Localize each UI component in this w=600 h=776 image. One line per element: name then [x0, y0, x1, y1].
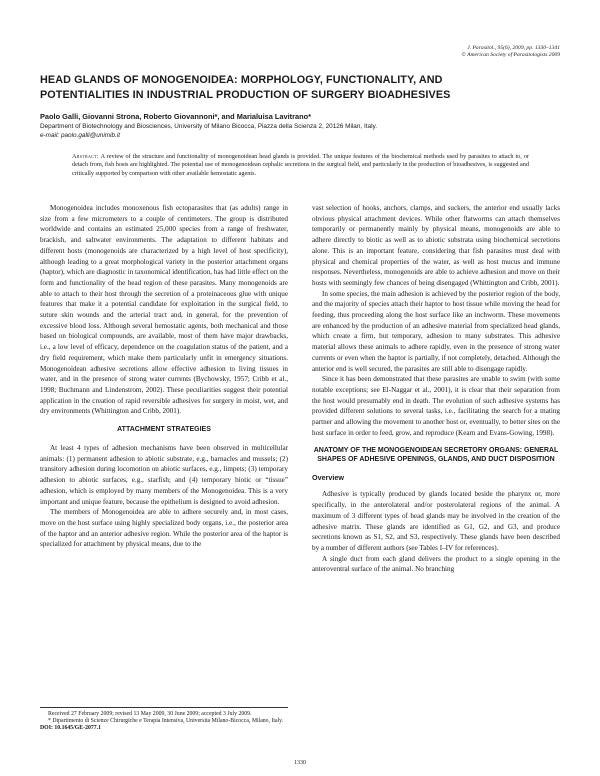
- attachment-paragraph-1: At least 4 types of adhesion mechanisms have been observed in multicellular animals: (1) permanent adhesion to abiotic substrate, e.g., barnacles and mussels; (2) transitory adhesion during locomotion on abiotic surfaces, e.g., limpets; (3) temporary adhesion to abiotic surfaces, e.g., starfish; and (4) temporary biotic or “tissue” adhesion, which is employed by many members of the Monogenoidea. This is a very important and unique feature, because the epithelium is designed to avoid adhesion.: [40, 444, 288, 506]
- footnote-received: Received 27 February 2009; revised 13 May 2009, 30 June 2009; accepted 3 July 2009.: [48, 711, 252, 717]
- overview-paragraph-2: A single duct from each gland delivers the product to a single opening in the anteroventral surface of the animal. No branching: [312, 554, 560, 574]
- affiliation-address: Department of Biotechnology and Biosciences, University of Milano Bicocca, Piazza della Scienza 2, 20126 Milan, Italy.: [40, 123, 377, 130]
- copyright-notice: © American Society of Parasitologists 2009: [461, 52, 560, 58]
- author-list: Paolo Galli, Giovanni Strona, Roberto Giovannoni*, and Marialuisa Lavitrano*: [40, 112, 312, 121]
- abstract-text: A review of the structure and functionality of monogenoidean head glands is provided. The unique features of the biochemical methods used by parasites to attach to, or detach from, fish hosts are highlighted. The potential use of monogenoidean cephalic secretions in the surgical field, and particularly in the production of bioadhesives, is suggested and critically supported by comparison with other available hemostatic agents.: [72, 153, 529, 177]
- subsection-heading-overview: Overview: [312, 473, 344, 483]
- right-paragraph-3: Since it has been demonstrated that these parasites are unable to swim (with some notable exceptions; see El-Naggar et al., 2001), it is clear that their separation from the host would presumably end in death. The evolution of such adhesive systems has provided different solutions to several tasks, i.e., facilitating the search for a mating partner and allowing the movement to another host or, eventually, to better sites on the host surface in order to feed, grow, and reproduce (Kearn and Evans-Gowing, 1998).: [312, 375, 560, 437]
- article-title: [40, 73, 560, 103]
- footnotes: [40, 707, 288, 733]
- section-heading-anatomy: ANATOMY OF THE MONOGENOIDEAN SECRETORY ORGANS: GENERAL SHAPES OF ADHESIVE OPENINGS, GLANDS, AND DUCT DISPOSITION: [313, 447, 559, 464]
- right-column: [312, 203, 560, 575]
- attachment-paragraph-2: The members of Monogenoidea are able to adhere securely and, in most cases, move on the host surface using highly specialized body organs, i.e., the posterior area of the haptor and an anterior adhesive region. While the posterior area of the haptor is specialized for attachment by physical means, due to the: [40, 508, 288, 549]
- page-number: 1330: [294, 760, 306, 766]
- affiliation: [40, 123, 560, 140]
- footnote-doi: DOI: 10.1645/GE-2077.1: [40, 725, 102, 732]
- left-column: [40, 203, 288, 550]
- abstract: [72, 153, 529, 178]
- section-heading-attachment: ATTACHMENT STRATEGIES: [117, 426, 211, 434]
- journal-header: [462, 45, 560, 59]
- footnote-department: * Dipartimento di Scienze Chirurgiche e Terapia Intensiva, Universita Milano-Bicocca, Milano, Italy.: [48, 718, 284, 725]
- journal-citation: J. Parasitol., 95(6), 2009, pp. 1330–1341: [467, 45, 560, 51]
- right-paragraph-2: In some species, the main adhesion is achieved by the posterior region of the body, and the majority of species attach their haptor to host tissue while moving the head for feeding, thus proceeding along the host surface like an inchworm. These movements are enhanced by the production of an adhesive material from specialized head glands, which create a firm, but temporary, adhesion to many substrates. This adhesive material allows these animals to adhere rapidly, even in the presence of strong water currents or even when the haptor is partially, if not completely, detached. Although the anterior end is well secured, the parasites are still able to disengage rapidly.: [312, 289, 560, 373]
- right-paragraph-1: vast selection of hooks, anchors, clamps, and suckers, the anterior end usually lacks obvious physical attachment devices. While other flatworms can attach themselves temporarily or permanently mainly by physical means, monogenoids are able to adhere directly to biotic as well as to abiotic substrata using biochemical secretions alone. This is an important feature, considering that fish parasites must deal with physical and chemical properties of the water, as well as host mucus and immune responses. Nevertheless, monogenoids are able to achieve adhesion and move on their hosts with seemingly few chances of being disengaged (Whittington and Cribb, 2001).: [312, 204, 560, 287]
- intro-paragraph: Monogenoidea includes monoxenous fish ectoparasites that (as adults) range in size from a few micrometers to a couple of centimeters. The group is distributed worldwide and contains an estimated 25,000 species from a range of freshwater, brackish, and saltwater environments. The adaptation to different habitats and different hosts (monogenoids are characterized by a high level of host specificity), although leading to a great morphological variety in the posterior attachment organs (haptor), which are diagnostic in taxonomical identification, has had little effect on the form and functionality of the head region of these parasites. Many monogenoids are able to attach to their host through the secretion of a proteinaceous glue with unique features that make it a potential candidate for exploitation in the surgical field, to suture skin wounds and the arterial tract and, in general, for the prevention of excessive blood loss. Although several hemostatic agents, both mechanical and those based on biological compounds, are available, most of them have major drawbacks, i.e., a low level of efficacy, dependence on the coagulation status of the patient, and a dry field requirement, which make them particularly unfit in emergency situations. Monogenoidean adhesive secretions allow effective adhesion to living tissues in water, and in the presence of strong water currents (Bychowsky, 1957; Cribb et al., 1998; Buchmann and Lindenstrom, 2002). These peculiarities suggest their potential application in the creation of rapid reversible adhesives for surgery in moist, wet, and dry environments (Whittington and Cribb, 2001).: [40, 204, 288, 416]
- contact-email: e-mail: paolo.galli@unimib.it: [40, 131, 121, 139]
- title-line-2: POTENTIALITIES IN INDUSTRIAL PRODUCTION OF SURGERY BIOADHESIVES: [40, 89, 451, 101]
- abstract-label: Abstract:: [72, 153, 99, 160]
- title-line-1: HEAD GLANDS OF MONOGENOIDEA: MORPHOLOGY, FUNCTIONALITY, AND: [40, 74, 443, 86]
- overview-paragraph-1: Adhesive is typically produced by glands located beside the pharynx or, more specifically, in the anterolateral and/or posterolateral regions of the animal. A maximum of 3 different types of head glands may be involved in the creation of the adhesive matrix. These glands are identified as G1, G2, and G3, and produce secretions known as S1, S2, and S3, respectively. These glands have been described by a number of different authors (see Tables I–IV for references).: [312, 490, 560, 552]
